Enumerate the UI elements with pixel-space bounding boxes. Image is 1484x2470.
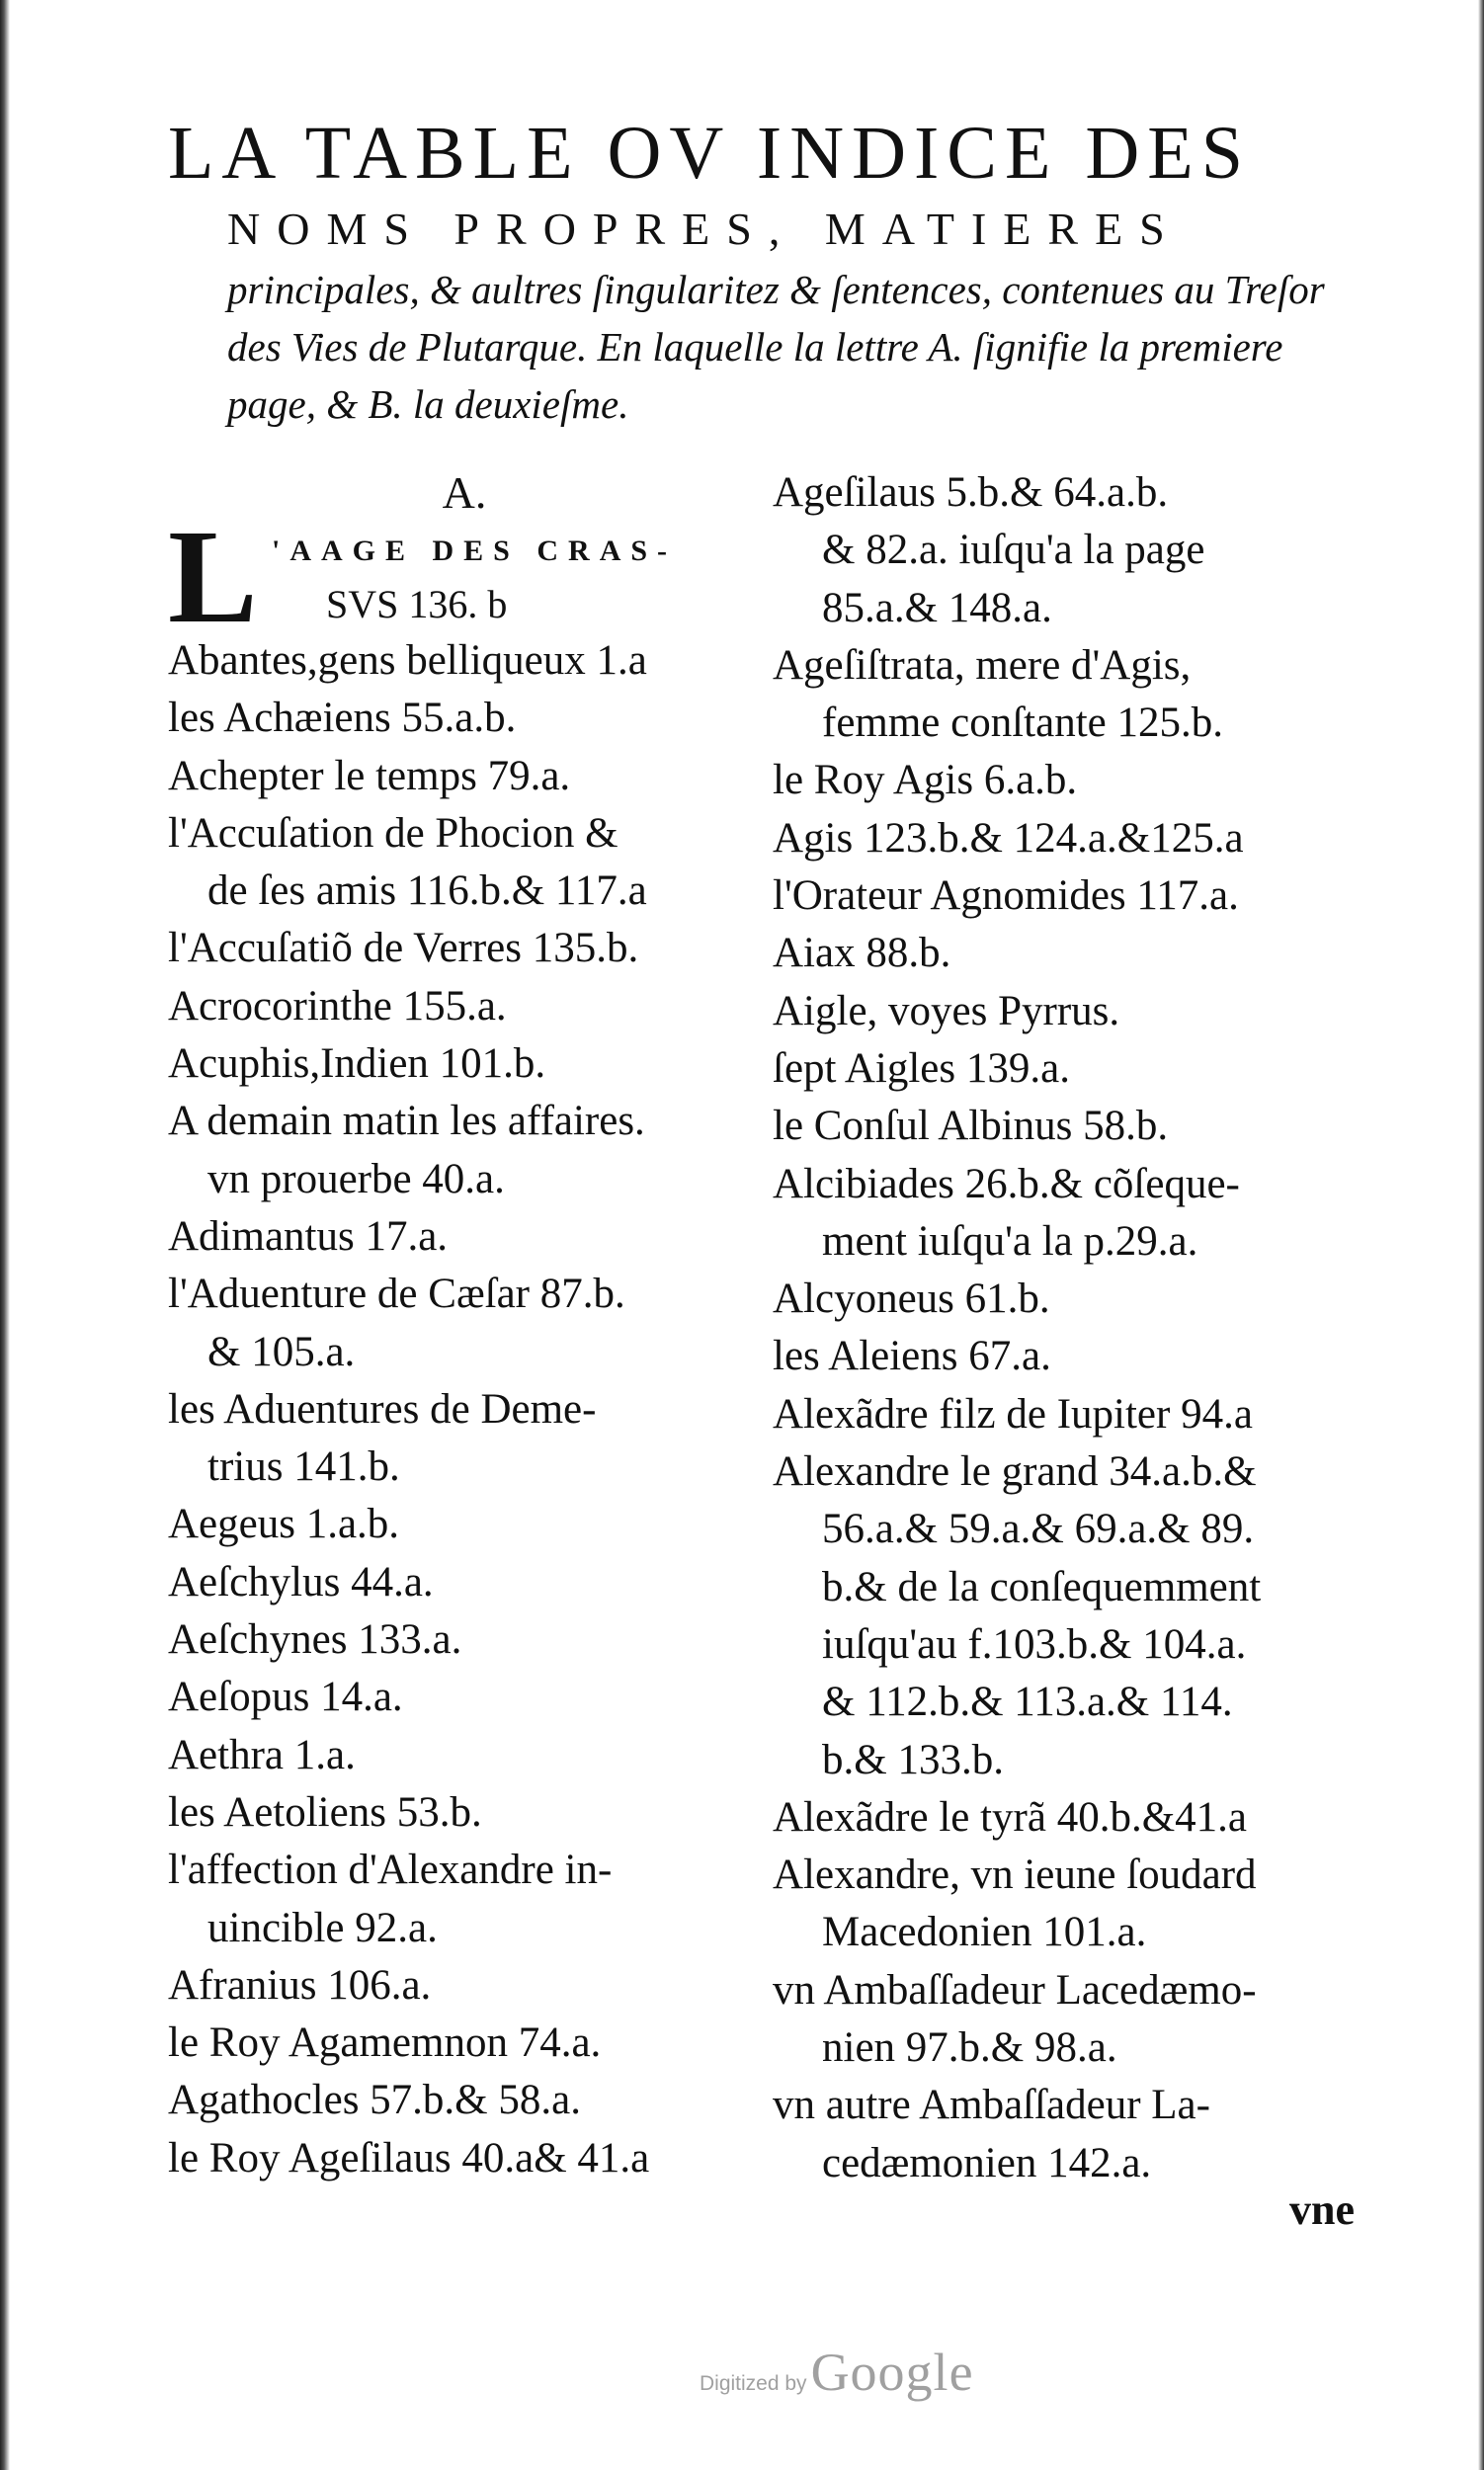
index-entry: b.& 133.b.	[822, 1736, 1004, 1783]
index-entry: Agathocles 57.b.& 58.a.	[168, 2077, 581, 2124]
index-entry: b.& de la conſequemment	[822, 1563, 1262, 1610]
page-binding-edge	[0, 0, 10, 2470]
index-entry: & 112.b.& 113.a.& 114.	[822, 1679, 1233, 1726]
dropcap-line-2: SVS 136. b	[326, 582, 508, 626]
digitization-watermark	[700, 2342, 974, 2403]
dropcap-entry	[168, 503, 781, 651]
index-entry: l'affection d'Alexandre in-	[168, 1847, 613, 1894]
google-logo: Google	[810, 2343, 974, 2402]
index-entry: Acrocorinthe 155.a.	[168, 982, 507, 1029]
index-entry: l'Accuſation de Phocion &	[168, 809, 618, 857]
index-entry: Alexãdre filz de Iupiter 94.a	[773, 1390, 1253, 1438]
dropcap-letter: L	[168, 503, 258, 651]
index-entry: Alexãdre le tyrã 40.b.&41.a	[773, 1793, 1247, 1841]
left-entries	[168, 632, 781, 2187]
index-entry: Alexandre, vn ieune ſoudard	[773, 1852, 1257, 1899]
index-entry: les Aetoliens 53.b.	[168, 1788, 482, 1836]
index-entry: iuſqu'au f.103.b.& 104.a.	[822, 1620, 1247, 1668]
index-entry: les Aduentures de Deme-	[168, 1385, 597, 1433]
index-entry: l'Orateur Agnomides 117.a.	[773, 872, 1239, 920]
page-right-edge	[1478, 0, 1484, 2470]
index-entry: Alexandre le grand 34.a.b.&	[773, 1448, 1257, 1496]
index-entry: le Roy Agis 6.a.b.	[773, 757, 1078, 804]
index-entry: Macedonien 101.a.	[822, 1909, 1147, 1956]
index-entry: Aeſopus 14.a.	[168, 1674, 403, 1721]
index-entry: de ſes amis 116.b.& 117.a	[207, 867, 647, 915]
index-entry: Alcyoneus 61.b.	[773, 1276, 1050, 1323]
index-entry: femme conſtante 125.b.	[822, 700, 1223, 747]
letter-heading: A.	[442, 467, 487, 518]
index-entry: A demain matin les affaires.	[168, 1098, 645, 1145]
index-entry: trius 141.b.	[207, 1443, 400, 1491]
dropcap-line-1: 'AAGE DES CRAS-	[272, 535, 678, 567]
index-entry: Abantes,gens belliqueux 1.a	[168, 637, 647, 684]
index-column-left	[168, 464, 781, 2187]
index-entry: Aethra 1.a.	[168, 1731, 356, 1778]
index-entry: vn prouerbe 40.a.	[207, 1155, 505, 1202]
index-entry: ment iuſqu'a la p.29.a.	[822, 1217, 1198, 1265]
index-entry: l'Accuſatiõ de Verres 135.b.	[168, 925, 639, 972]
index-columns	[168, 464, 1383, 2193]
index-entry: vn Ambaſſadeur Lacedæmo-	[773, 1966, 1257, 2014]
index-entry: l'Aduenture de Cæſar 87.b.	[168, 1271, 625, 1318]
index-column-right	[773, 464, 1385, 2192]
index-entry: Aeſchylus 44.a.	[168, 1558, 434, 1606]
title-description: principales, & aultres ſingularitez & ſentences, contenues au Treſor des Vies de Plutarque. En laquelle la lettre A. ſignifie la premiere page, & B. la deuxieſme.	[227, 267, 1325, 427]
index-entry: nien 97.b.& 98.a.	[822, 2024, 1117, 2072]
index-entry: 56.a.& 59.a.& 69.a.& 89.	[822, 1506, 1255, 1553]
index-entry: Aeſchynes 133.a.	[168, 1616, 462, 1664]
index-entry: & 82.a. iuſqu'a la page	[822, 527, 1205, 574]
index-entry: Aiax 88.b.	[773, 930, 951, 977]
index-entry: uincible 92.a.	[207, 1904, 438, 1951]
index-entry: Alcibiades 26.b.& cõſeque-	[773, 1160, 1240, 1207]
index-entry: le Roy Agamemnon 74.a.	[168, 2019, 602, 2067]
digitized-label: Digitized by	[700, 2372, 807, 2395]
title-subline: NOMS PROPRES, MATIERES	[227, 204, 1182, 254]
index-entry: les Aleiens 67.a.	[773, 1333, 1051, 1380]
index-entry: Adimantus 17.a.	[168, 1212, 449, 1260]
index-entry: cedæmonien 142.a.	[822, 2139, 1152, 2186]
index-entry: Aegeus 1.a.b.	[168, 1501, 400, 1548]
index-entry: Agis 123.b.& 124.a.&125.a	[773, 814, 1244, 862]
page-header	[168, 109, 1354, 433]
index-entry: Aigle, voyes Pyrrus.	[773, 987, 1120, 1034]
index-entry: le Conſul Albinus 58.b.	[773, 1103, 1169, 1150]
index-entry: vn autre Ambaſſadeur La-	[773, 2082, 1210, 2129]
index-entry: les Achæiens 55.a.b.	[168, 695, 517, 742]
index-entry: le Roy Ageſilaus 40.a& 41.a	[168, 2134, 650, 2182]
index-entry: ſept Aigles 139.a.	[773, 1044, 1070, 1092]
index-entry: Afranius 106.a.	[168, 1961, 432, 2009]
index-entry: Acuphis,Indien 101.b.	[168, 1040, 546, 1088]
index-entry: Achepter le temps 79.a.	[168, 752, 571, 799]
catchword: vne	[1289, 2185, 1355, 2234]
index-entry: Ageſilaus 5.b.& 64.a.b.	[773, 469, 1169, 516]
title-main: LA TABLE OV INDICE DES	[168, 112, 1251, 195]
right-entries	[773, 464, 1385, 2192]
index-entry: & 105.a.	[207, 1328, 356, 1375]
index-entry: Ageſiſtrata, mere d'Agis,	[773, 641, 1192, 689]
index-entry: 85.a.& 148.a.	[822, 584, 1052, 631]
